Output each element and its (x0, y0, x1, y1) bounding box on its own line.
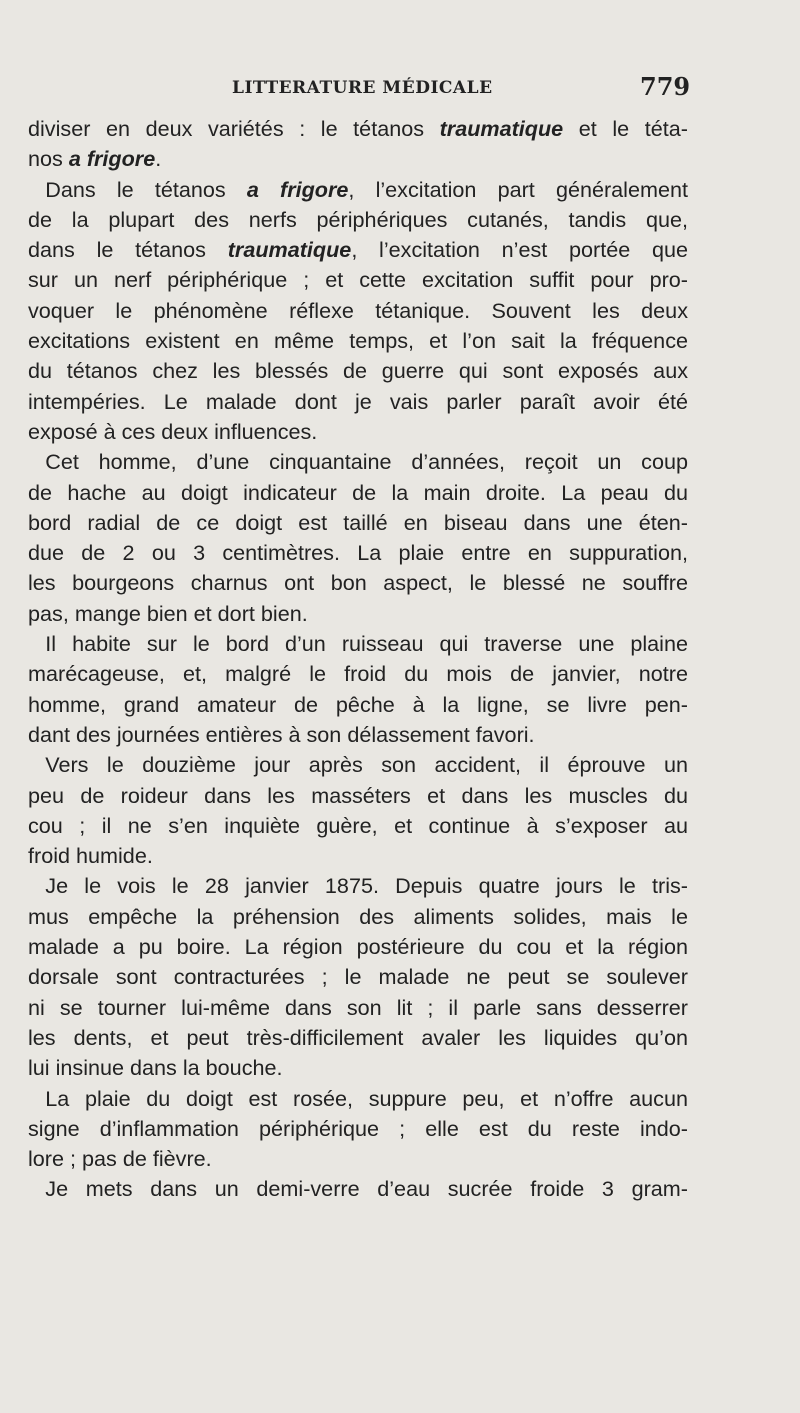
text-line: signe d’inflammation périphérique ; elle est du reste indo- (28, 1115, 688, 1141)
text-line: due de 2 ou 3 centimètres. La plaie entre en suppuration, (28, 540, 688, 566)
text-line: de hache au doigt indicateur de la main droite. La peau du (28, 479, 688, 505)
text-line: ni se tourner lui-même dans son lit ; il parle sans desserrer (28, 994, 688, 1020)
text-line: Je mets dans un demi-verre d’eau sucrée froide 3 gram- (45, 1176, 688, 1202)
text-line: peu de roideur dans les masséters et dans les muscles du (28, 782, 688, 808)
text-line: froid humide. (28, 843, 153, 869)
text-line: La plaie du doigt est rosée, suppure peu, et n’offre aucun (45, 1085, 688, 1111)
text-line: dant des journées entières à son délassement favori. (28, 721, 535, 747)
text-line: mus empêche la préhension des aliments solides, mais le (28, 903, 688, 929)
text-line: Vers le douzième jour après son accident, il éprouve un (45, 752, 688, 778)
text-line: pas, mange bien et dort bien. (28, 600, 308, 626)
text-line: du tétanos chez les blessés de guerre qui sont exposés aux (28, 358, 688, 384)
text-line: nos a frigore. (28, 146, 162, 172)
body-text (28, 114, 688, 1205)
text-line: malade a pu boire. La région postérieure du cou et la région (28, 934, 688, 960)
text-line: marécageuse, et, malgré le froid du mois de janvier, notre (28, 661, 688, 687)
text-line: diviser en deux variétés : le tétanos traumatique et le téta- (28, 116, 688, 141)
text-line: voquer le phénomène réflexe tétanique. Souvent les deux (28, 297, 688, 323)
text-line: excitations existent en même temps, et l’on sait la fréquence (28, 328, 688, 354)
page-number: 779 (640, 72, 691, 101)
running-head: LITTERATURE MÉDICALE (232, 78, 493, 98)
text-line: de la plupart des nerfs périphériques cutanés, tandis que, (28, 206, 688, 232)
text-line: sur un nerf périphérique ; et cette excitation suffit pour pro- (28, 267, 688, 293)
text-line: intempéries. Le malade dont je vais parler paraît avoir été (28, 388, 688, 414)
text-line: bord radial de ce doigt est taillé en biseau dans une éten- (28, 509, 688, 535)
text-line: les dents, et peut très-difficilement avaler les liquides qu’on (28, 1024, 688, 1050)
text-line: Je le vois le 28 janvier 1875. Depuis quatre jours le tris- (45, 873, 688, 899)
page-header (0, 72, 800, 108)
text-line: dorsale sont contracturées ; le malade ne peut se soulever (28, 964, 688, 990)
text-line: les bourgeons charnus ont bon aspect, le blessé ne souffre (28, 570, 688, 596)
text-line: Cet homme, d’une cinquantaine d’années, reçoit un coup (45, 449, 688, 475)
text-line: lore ; pas de fièvre. (28, 1146, 212, 1172)
text-line: homme, grand amateur de pêche à la ligne, se livre pen- (28, 691, 688, 717)
text-line: dans le tétanos traumatique, l’excitation n’est portée que (28, 237, 688, 263)
text-line: cou ; il ne s’en inquiète guère, et continue à s’exposer au (28, 812, 688, 838)
text-line: Il habite sur le bord d’un ruisseau qui traverse une plaine (45, 631, 688, 657)
text-line: exposé à ces deux influences. (28, 418, 318, 444)
text-line: Dans le tétanos a frigore, l’excitation part généralement (45, 176, 688, 202)
text-line: lui insinue dans la bouche. (28, 1055, 283, 1081)
